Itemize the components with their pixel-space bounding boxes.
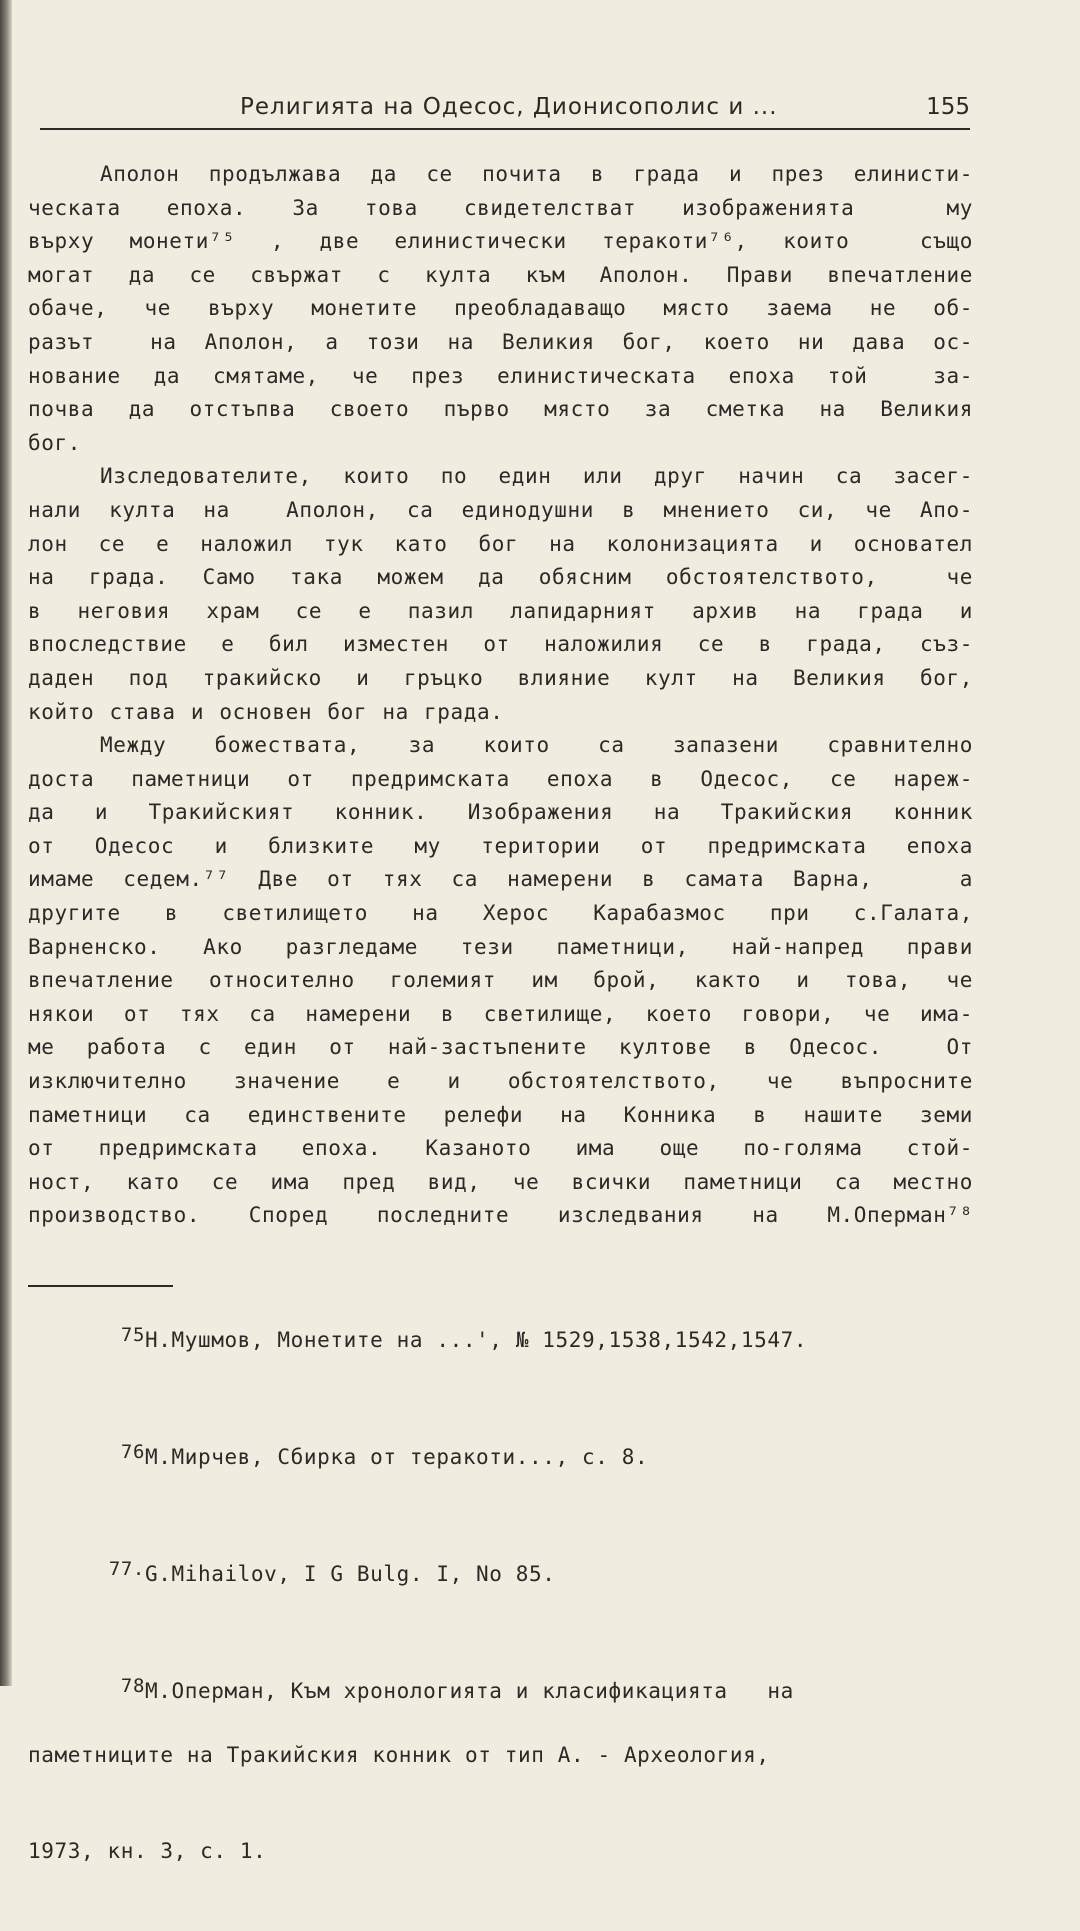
text-line: нали култа на Аполон, са единодушни в мнението си, че Апо- [28, 497, 973, 522]
text-line: бог. [28, 430, 81, 455]
text-line: лон се е наложил тук като бог на колонизацията и основател [28, 531, 973, 556]
text-line: Между божествата, за които са запазени сравнително [100, 733, 973, 758]
footnote-text-continued: паметниците на Тракийския конник от тип А. - Археология, [28, 1743, 770, 1767]
text-line: изключително значение е и обстоятелството, че въпросните [28, 1069, 973, 1094]
footnote-text-continued: 1973, кн. 3, с. 1. [28, 1839, 267, 1863]
text-line: впечатление относително големият им брой, както и това, че [28, 968, 973, 993]
book-spine-shadow [0, 0, 12, 1686]
text-line: обаче, че върху монетите преобладаващо място заема не об- [28, 296, 973, 321]
text-line: почва да отстъпва своето първо място за сметка на Великия [28, 397, 973, 422]
text-line: от Одесос и близките му територии от предримската епоха [28, 833, 973, 858]
text-line: Варненско. Ако разгледаме тези паметници, най-напред прави [28, 934, 973, 959]
text-line: впоследствие е бил изместен от наложилия се в града, съз- [28, 632, 973, 657]
body-text [28, 158, 973, 1233]
text-line: от предримската епоха. Казаното има още по-голяма стой- [28, 1136, 973, 1161]
footnote [28, 1526, 973, 1622]
text-line: да и Тракийският конник. Изображения на Тракийския конник [28, 800, 973, 825]
footnote-text: М.Оперман, Към хронологията и класификацията на [144, 1679, 794, 1703]
footnote-number: 75 [120, 1324, 145, 1346]
running-title: Религията на Одесос, Дионисополис и ... [240, 94, 778, 120]
text-line: производство. Според последните изследвания на М.Оперман⁷⁸ [28, 1203, 973, 1228]
text-line: доста паметници от предримската епоха в Одесос, се нареж- [28, 766, 973, 791]
text-line: ме работа с един от най-застъпените култове в Одесос. От [28, 1035, 973, 1060]
text-line: в неговия храм се е пазил лапидарният архив на града и [28, 598, 973, 623]
footnotes [28, 1292, 973, 1931]
text-line: на града. Само така можем да обясним обстоятелството, че [28, 565, 973, 590]
footnote [28, 1409, 973, 1505]
text-line: даден под тракийско и гръцко влияние култ на Великия бог, [28, 665, 973, 690]
text-line: могат да се свържат с култа към Аполон. Прави впечатление [28, 262, 973, 287]
footnote [28, 1643, 973, 1931]
footnote-divider [28, 1285, 173, 1287]
footnote-number: 77. [108, 1558, 145, 1580]
page-number: 155 [926, 94, 970, 120]
footnote-number: 78 [120, 1675, 145, 1697]
text-line: другите в светилището на Херос Карабазмос при с.Галата, [28, 901, 973, 926]
text-line: нование да смятаме, че през елинистическата епоха той за- [28, 363, 973, 388]
text-line: ност, като се има пред вид, че всички паметници са местно [28, 1169, 973, 1194]
text-line: ческата епоха. За това свидетелстват изображенията му [28, 195, 973, 220]
footnote-text: М.Мирчев, Сбирка от теракоти..., с. 8. [144, 1445, 649, 1469]
footnote-text: G.Mihailov, I G Bulg. I, No 85. [144, 1562, 556, 1586]
page-header [40, 92, 970, 130]
text-line: който става и основен бог на града. [28, 699, 504, 724]
text-line: имаме седем.⁷⁷ Две от тях са намерени в самата Варна, а [28, 867, 973, 892]
text-line: паметници са единствените релефи на Конника в нашите земи [28, 1102, 973, 1127]
footnote-text: Н.Мушмов, Монетите на ...', № 1529,1538,1542,1547. [144, 1328, 808, 1352]
text-line: някои от тях са намерени в светилище, което говори, че има- [28, 1001, 973, 1026]
footnote-number: 76 [120, 1441, 145, 1463]
text-line: Аполон продължава да се почита в града и през елинисти- [100, 162, 973, 186]
footnote [28, 1292, 973, 1388]
text-line: разът на Аполон, а този на Великия бог, което ни дава ос- [28, 329, 973, 354]
text-line: Изследователите, които по един или друг начин са засег- [100, 464, 973, 489]
text-line: върху монети⁷⁵ , две елинистически теракоти⁷⁶, които също [28, 229, 973, 254]
